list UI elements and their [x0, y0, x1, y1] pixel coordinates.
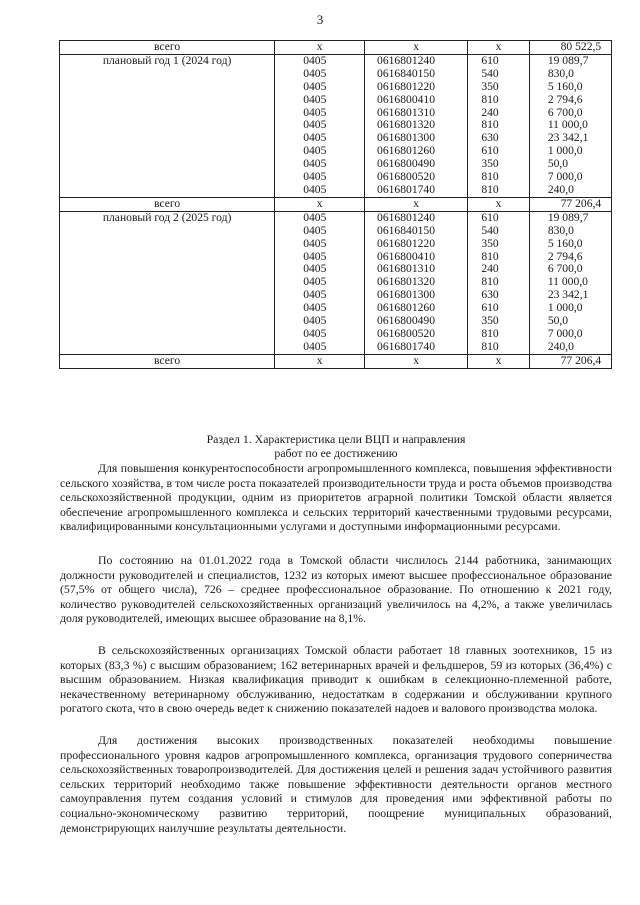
section-code: 0405: [275, 225, 365, 238]
empty-cell: [60, 132, 275, 145]
expense-type-code: x: [468, 41, 529, 55]
target-article-code: 0616801260: [365, 302, 468, 315]
expense-type-code: 350: [468, 315, 529, 328]
expense-type-code: 810: [468, 341, 529, 354]
section-code: x: [275, 354, 365, 368]
expense-type-code: 350: [468, 238, 529, 251]
expense-type-code: 610: [468, 302, 529, 315]
table-row: [60, 132, 612, 145]
paragraph-2: По состоянию на 01.01.2022 года в Томской области числилось 2144 работника, занимающих должности руководителей и специалистов, 1232 из которых имеют высшее профессиональное образование (57,5% от общего числа), 726 – среднее профессиональное образование. По отношению к 2021 году, количество руководителей сельскохозяйственных организаций увеличилось на 4,2%, а также увеличилась доля руководителей, имеющих высшее образование на 8,1%.: [60, 553, 612, 626]
section-code: 0405: [275, 94, 365, 107]
expense-type-code: 350: [468, 81, 529, 94]
section-code: 0405: [275, 54, 365, 67]
section-code: 0405: [275, 263, 365, 276]
empty-cell: [60, 94, 275, 107]
table-row: [60, 107, 612, 120]
table-total-row: [60, 354, 612, 368]
section-code: 0405: [275, 276, 365, 289]
amount: 1 000,0: [529, 145, 611, 158]
empty-cell: [60, 184, 275, 197]
section-code: 0405: [275, 81, 365, 94]
empty-cell: [60, 328, 275, 341]
expense-type-code: 610: [468, 145, 529, 158]
table-row: [60, 94, 612, 107]
expense-type-code: 810: [468, 94, 529, 107]
empty-cell: [60, 289, 275, 302]
empty-cell: [60, 158, 275, 171]
empty-cell: [60, 263, 275, 276]
expense-type-code: 610: [468, 211, 529, 224]
expense-type-code: x: [468, 354, 529, 368]
target-article-code: x: [365, 197, 468, 211]
total-label: всего: [60, 41, 275, 55]
section-code: 0405: [275, 184, 365, 197]
amount: 240,0: [529, 184, 611, 197]
table-row: [60, 119, 612, 132]
amount: 19 089,7: [529, 211, 611, 224]
amount: 6 700,0: [529, 107, 611, 120]
amount: 11 000,0: [529, 119, 611, 132]
target-article-code: 0616800520: [365, 328, 468, 341]
empty-cell: [60, 119, 275, 132]
table-row: [60, 211, 612, 224]
section-code: 0405: [275, 68, 365, 81]
section-code: 0405: [275, 145, 365, 158]
section-title-line-1: Раздел 1. Характеристика цели ВЦП и направления: [206, 432, 466, 446]
amount: 23 342,1: [529, 132, 611, 145]
table-row: [60, 158, 612, 171]
expense-type-code: 630: [468, 132, 529, 145]
expense-type-code: 240: [468, 107, 529, 120]
expense-type-code: 350: [468, 158, 529, 171]
section-title-line-2: работ по ее достижению: [274, 446, 398, 460]
amount: 23 342,1: [529, 289, 611, 302]
section-code: x: [275, 41, 365, 55]
amount: 240,0: [529, 341, 611, 354]
table-total-row: [60, 41, 612, 55]
budget-table: [59, 40, 612, 369]
expense-type-code: 240: [468, 263, 529, 276]
section-code: 0405: [275, 341, 365, 354]
period-label: плановый год 1 (2024 год): [60, 54, 275, 67]
target-article-code: 0616801240: [365, 211, 468, 224]
section-code: 0405: [275, 289, 365, 302]
expense-type-code: 810: [468, 251, 529, 264]
empty-cell: [60, 145, 275, 158]
expense-type-code: 540: [468, 225, 529, 238]
empty-cell: [60, 225, 275, 238]
target-article-code: 0616840150: [365, 68, 468, 81]
empty-cell: [60, 341, 275, 354]
amount: 2 794,6: [529, 251, 611, 264]
target-article-code: 0616801220: [365, 238, 468, 251]
target-article-code: x: [365, 354, 468, 368]
empty-cell: [60, 315, 275, 328]
period-label: плановый год 2 (2025 год): [60, 211, 275, 224]
amount: 80 522,5: [529, 41, 611, 55]
expense-type-code: 540: [468, 68, 529, 81]
section-code: 0405: [275, 132, 365, 145]
total-label: всего: [60, 197, 275, 211]
amount: 1 000,0: [529, 302, 611, 315]
section-code: 0405: [275, 315, 365, 328]
empty-cell: [60, 302, 275, 315]
table-row: [60, 315, 612, 328]
target-article-code: 0616801310: [365, 107, 468, 120]
table-row: [60, 68, 612, 81]
target-article-code: 0616800410: [365, 251, 468, 264]
amount: 7 000,0: [529, 328, 611, 341]
paragraph-4: Для достижения высоких производственных показателей необходимы повышение профессионального уровня кадров агропромышленного комплекса, организация трудового соперничества сельскохозяйственных товаропроизводителей. Для достижения целей и решения задач устойчивого развития сельских территорий необходимо также повышение эффективности деятельности органов местного самоуправления путем создания условий и стимулов для проведения ими эффективной работы по социально-экономическому развитию территорий, поощрение муниципальных образований, демонстрирующих наилучшие результаты деятельности.: [60, 733, 612, 835]
amount: 6 700,0: [529, 263, 611, 276]
page-number: 3: [316, 12, 324, 27]
table-row: [60, 54, 612, 67]
amount: 50,0: [529, 315, 611, 328]
expense-type-code: x: [468, 197, 529, 211]
section-code: 0405: [275, 119, 365, 132]
target-article-code: 0616800490: [365, 158, 468, 171]
table-total-row: [60, 197, 612, 211]
table-row: [60, 81, 612, 94]
paragraph-3: В сельскохозяйственных организациях Томской области работает 18 главных зоотехников, 15 из которых (83,3 %) с высшим образованием; 162 ветеринарных врачей и фельдшеров, 59 из которых (36,4%) с высшим образованием. Низкая квалификация приводит к ошибкам в селекционно-племенной работе, некачественному ветеринарному обслуживанию, недостаткам в содержании и обслуживании крупного рогатого скота, что в свою очередь ведет к снижению показателей надоев и валового производства молока.: [60, 643, 612, 716]
expense-type-code: 810: [468, 171, 529, 184]
target-article-code: 0616801260: [365, 145, 468, 158]
expense-type-code: 810: [468, 184, 529, 197]
amount: 2 794,6: [529, 94, 611, 107]
target-article-code: 0616840150: [365, 225, 468, 238]
target-article-code: 0616800520: [365, 171, 468, 184]
table-row: [60, 184, 612, 197]
section-code: 0405: [275, 302, 365, 315]
section-code: 0405: [275, 251, 365, 264]
section-code: 0405: [275, 328, 365, 341]
section-code: 0405: [275, 107, 365, 120]
amount: 19 089,7: [529, 54, 611, 67]
section-code: 0405: [275, 171, 365, 184]
target-article-code: 0616800410: [365, 94, 468, 107]
table-row: [60, 263, 612, 276]
expense-type-code: 810: [468, 276, 529, 289]
table-row: [60, 341, 612, 354]
target-article-code: 0616801740: [365, 184, 468, 197]
amount: 50,0: [529, 158, 611, 171]
table-row: [60, 171, 612, 184]
expense-type-code: 810: [468, 328, 529, 341]
table-row: [60, 145, 612, 158]
target-article-code: 0616801320: [365, 119, 468, 132]
target-article-code: 0616801300: [365, 289, 468, 302]
target-article-code: 0616801740: [365, 341, 468, 354]
empty-cell: [60, 238, 275, 251]
amount: 830,0: [529, 225, 611, 238]
target-article-code: 0616801320: [365, 276, 468, 289]
amount: 7 000,0: [529, 171, 611, 184]
section-code: x: [275, 197, 365, 211]
target-article-code: 0616801310: [365, 263, 468, 276]
table-row: [60, 289, 612, 302]
paragraph-1: Для повышения конкурентоспособности агропромышленного комплекса, повышения эффективности сельского хозяйства, в том числе роста показателей производительности труда и роста объемов производства сельскохозяйственной продукции, одним из приоритетов аграрной политики Томской области является обеспечение агропромышленного комплекса и сельских территорий качественными трудовыми ресурсами, квалифицированными консультационными услугами и доступными информационными ресурсами.: [60, 461, 612, 534]
empty-cell: [60, 107, 275, 120]
table-row: [60, 225, 612, 238]
table-row: [60, 328, 612, 341]
target-article-code: x: [365, 41, 468, 55]
total-label: всего: [60, 354, 275, 368]
target-article-code: 0616801300: [365, 132, 468, 145]
target-article-code: 0616800490: [365, 315, 468, 328]
expense-type-code: 630: [468, 289, 529, 302]
empty-cell: [60, 81, 275, 94]
section-code: 0405: [275, 211, 365, 224]
empty-cell: [60, 68, 275, 81]
amount: 5 160,0: [529, 238, 611, 251]
empty-cell: [60, 251, 275, 264]
amount: 77 206,4: [529, 354, 611, 368]
section-code: 0405: [275, 158, 365, 171]
expense-type-code: 810: [468, 119, 529, 132]
amount: 5 160,0: [529, 81, 611, 94]
empty-cell: [60, 276, 275, 289]
table-row: [60, 276, 612, 289]
amount: 77 206,4: [529, 197, 611, 211]
amount: 11 000,0: [529, 276, 611, 289]
table-row: [60, 302, 612, 315]
target-article-code: 0616801220: [365, 81, 468, 94]
section-code: 0405: [275, 238, 365, 251]
target-article-code: 0616801240: [365, 54, 468, 67]
expense-type-code: 610: [468, 54, 529, 67]
table-row: [60, 238, 612, 251]
amount: 830,0: [529, 68, 611, 81]
table-row: [60, 251, 612, 264]
empty-cell: [60, 171, 275, 184]
